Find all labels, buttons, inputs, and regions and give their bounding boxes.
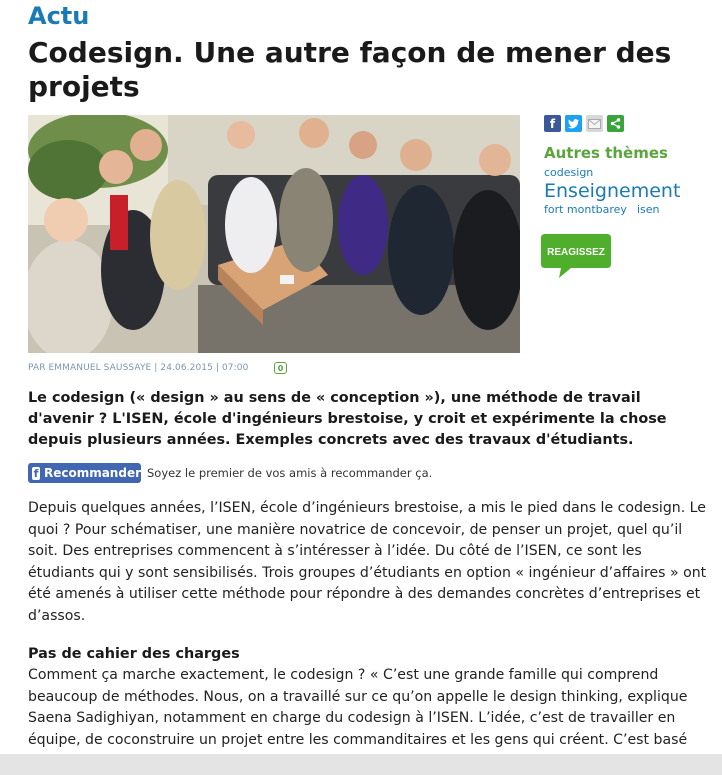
group-photo-illustration [28,115,520,353]
twitter-icon[interactable] [565,115,582,132]
tag-isen[interactable]: isen [637,203,660,216]
facebook-recommend-button[interactable] [28,463,141,483]
tag-codesign[interactable]: codesign [544,166,594,179]
share-icon[interactable] [607,115,624,132]
facebook-recommend-label: Recommander [43,466,141,480]
tag-enseignement[interactable]: Enseignement [544,180,681,202]
react-button-label: REAGISSEZ [547,247,605,258]
article-title: Codesign. Une autre façon de mener des projets [28,36,672,103]
article-paragraph-1: Depuis quelques années, l’ISEN, école d’ingénieurs brestoise, a mis le pied dans le codesign. Le quoi ? Pour schématiser, une manière novatrice de concevoir, de penser un projet, quel qu’il soit. Des entreprises commencent à s’intéresser à l’idée. Du côté de l’ISEN, ce sont les étudiants qui y sont sensibilisés. Trois groupes d’étudiants en option « ingénieur d’affaires » ont été amenés à utiliser cette méthode pour répondre à des demandes concrètes d’entreprises et d’assos. [28,500,707,624]
article-subheading: Pas de cahier des charges [28,646,240,662]
comment-count-badge[interactable]: 0 [274,362,287,374]
react-button[interactable] [541,232,613,284]
facebook-recommend-text: Soyez le premier de vos amis à recommander ça. [147,466,433,480]
other-themes-heading: Autres thèmes [544,144,668,162]
article-paragraph-2: Comment ça marche exactement, le codesign ? « C’est une grande famille qui comprend beaucoup de méthodes. Nous, on a travaillé sur ce qu’on appelle le design thinking, explique Saena Sadighiyan, notamment en charge du codesign à l’ISEN. L’idée, c’est de travailler en équipe, de coconstruire un projet entre les commanditaires et les gens qui créent. C’est basé [28,667,688,748]
article-photo[interactable] [28,115,520,353]
speech-bubble-icon [541,232,613,280]
mail-icon[interactable] [586,115,603,132]
share-bar [544,115,624,132]
article-lead: Le codesign (« design » au sens de « conception »), une méthode de travail d'avenir ? L'ISEN, école d'ingénieurs brestoise, y croit et expérimente la chose depuis plusieurs années. Exemples concrets avec des travaux d'étudiants. [28,390,667,448]
facebook-icon: f [33,466,39,480]
facebook-icon[interactable]: f [544,115,561,132]
bottom-bar [0,754,722,775]
section-label[interactable]: Actu [28,2,90,30]
article-byline: PAR EMMANUEL SAUSSAYE | 24.06.2015 | 07:00 [28,363,249,373]
tag-fort-montbarey[interactable]: fort montbarey [544,203,627,216]
